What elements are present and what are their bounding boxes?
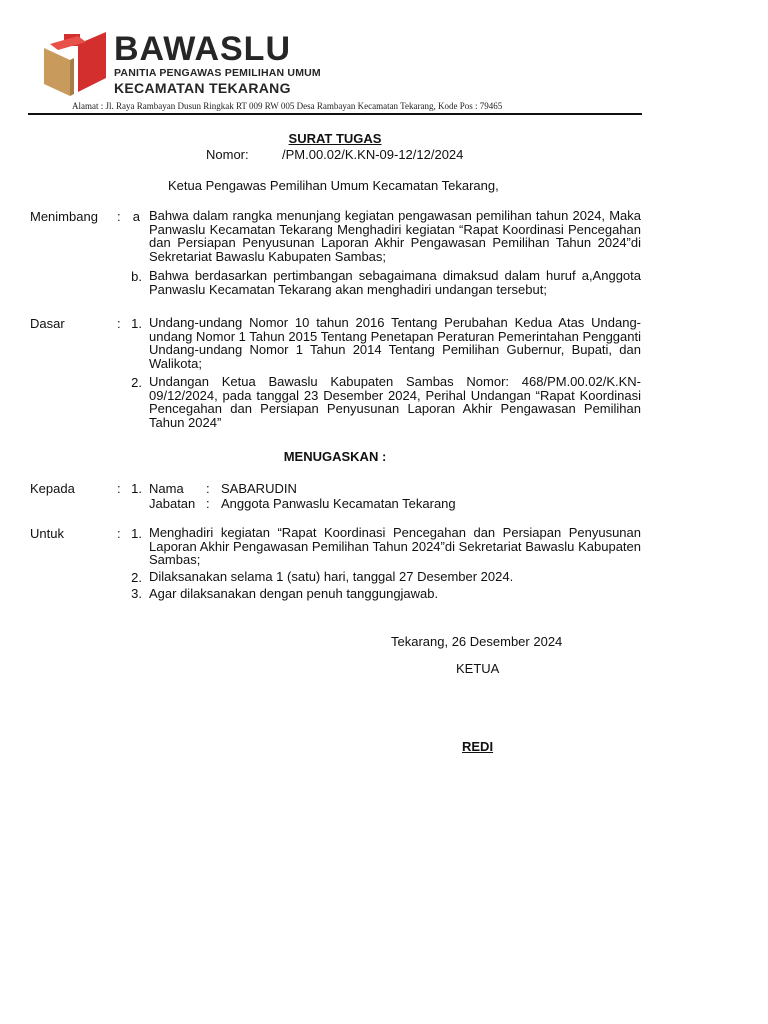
nama-value: SABARUDIN bbox=[221, 481, 297, 496]
kepada-marker-1: 1. bbox=[131, 481, 142, 496]
dasar-colon: : bbox=[117, 316, 121, 331]
menimbang-marker-b: b. bbox=[131, 269, 142, 284]
kepada-colon: : bbox=[117, 481, 121, 496]
signature-place-date: Tekarang, 26 Desember 2024 bbox=[391, 634, 563, 649]
kepada-label: Kepada bbox=[30, 481, 75, 496]
untuk-item-1: Menghadiri kegiatan “Rapat Koordinasi Pencegahan dan Persiapan Penyusunan Laporan Akhir Pengawasan Pemilihan Tahun 2024”di Sekretariat Bawaslu Kabupaten Sambas; bbox=[149, 525, 641, 567]
jabatan-colon: : bbox=[206, 496, 210, 511]
address-line: Alamat : Jl. Raya Rambayan Dusun Ringkak RT 009 RW 005 Desa Rambayan Kecamatan Tekarang, Kode Pos : 79465 bbox=[72, 101, 503, 111]
header-divider bbox=[28, 113, 642, 115]
dasar-item-2: Undangan Ketua Bawaslu Kabupaten Sambas Nomor: 468/PM.00.02/K.KN-09/12/2024, pada tanggal 23 Desember 2024, Perihal Undangan “Rapat Koordinasi Pencegahan dan Persiapan Penyusunan Laporan Akhir Pengawasan Pemilihan Tahun 2024” bbox=[149, 374, 641, 430]
bawaslu-logo-icon bbox=[40, 30, 110, 98]
menimbang-marker-a: a bbox=[132, 209, 140, 224]
brand-name: BAWASLU bbox=[114, 30, 291, 68]
menimbang-item-a: Bahwa dalam rangka menunjang kegiatan pengawasan pemilihan tahun 2024, Maka Panwaslu Kecamatan Tekarang Menghadiri kegiatan “Rapat Koordinasi Pencegahan dan Persiapan Penyusunan Laporan Akhir Pengawasan Pemilihan Tahun 2024”di Sekretariat Bawaslu Kabupaten Sambas; bbox=[149, 208, 641, 264]
dasar-item-1: Undang-undang Nomor 10 tahun 2016 Tentang Perubahan Kedua Atas Undang-undang Nomor 1 Tahun 2015 Tentang Penetapan Peraturan Pemerintahan Pengganti Undang-undang Nomor 1 Tahun 2014 Tentang Pemilihan Gubernur, Bupati, dan Walikota; bbox=[149, 315, 641, 371]
untuk-marker-1: 1. bbox=[131, 526, 142, 541]
brand-subtitle: PANITIA PENGAWAS PEMILIHAN UMUM bbox=[114, 67, 321, 79]
menimbang-colon: : bbox=[117, 209, 121, 224]
signature-position: KETUA bbox=[456, 661, 500, 676]
opening-line: Ketua Pengawas Pemilihan Umum Kecamatan Tekarang, bbox=[168, 178, 499, 193]
menimbang-label: Menimbang bbox=[30, 209, 98, 224]
brand-district: KECAMATAN TEKARANG bbox=[114, 80, 291, 96]
untuk-item-2: Dilaksanakan selama 1 (satu) hari, tanggal 27 Desember 2024. bbox=[149, 569, 514, 584]
menimbang-item-b: Bahwa berdasarkan pertimbangan sebagaimana dimaksud dalam huruf a,Anggota Panwaslu Kecamatan Tekarang akan menghadiri undangan tersebut; bbox=[149, 268, 641, 297]
untuk-item-3: Agar dilaksanakan dengan penuh tanggungjawab. bbox=[149, 586, 439, 601]
dasar-label: Dasar bbox=[30, 316, 65, 331]
nomor-label: Nomor: bbox=[206, 147, 249, 162]
signature-name: REDI bbox=[462, 739, 494, 754]
dasar-marker-2: 2. bbox=[131, 375, 142, 390]
untuk-marker-2: 2. bbox=[131, 570, 142, 585]
nama-colon: : bbox=[206, 481, 210, 496]
dasar-marker-1: 1. bbox=[131, 316, 142, 331]
nama-label: Nama bbox=[149, 481, 184, 496]
nomor-value: /PM.00.02/K.KN-09-12/12/2024 bbox=[282, 147, 464, 162]
menugaskan-heading: MENUGASKAN : bbox=[283, 449, 387, 464]
jabatan-value: Anggota Panwaslu Kecamatan Tekarang bbox=[221, 496, 456, 511]
jabatan-label: Jabatan bbox=[149, 496, 196, 511]
untuk-label: Untuk bbox=[30, 526, 64, 541]
letter-title: SURAT TUGAS bbox=[288, 131, 382, 146]
untuk-colon: : bbox=[117, 526, 121, 541]
untuk-marker-3: 3. bbox=[131, 586, 142, 601]
